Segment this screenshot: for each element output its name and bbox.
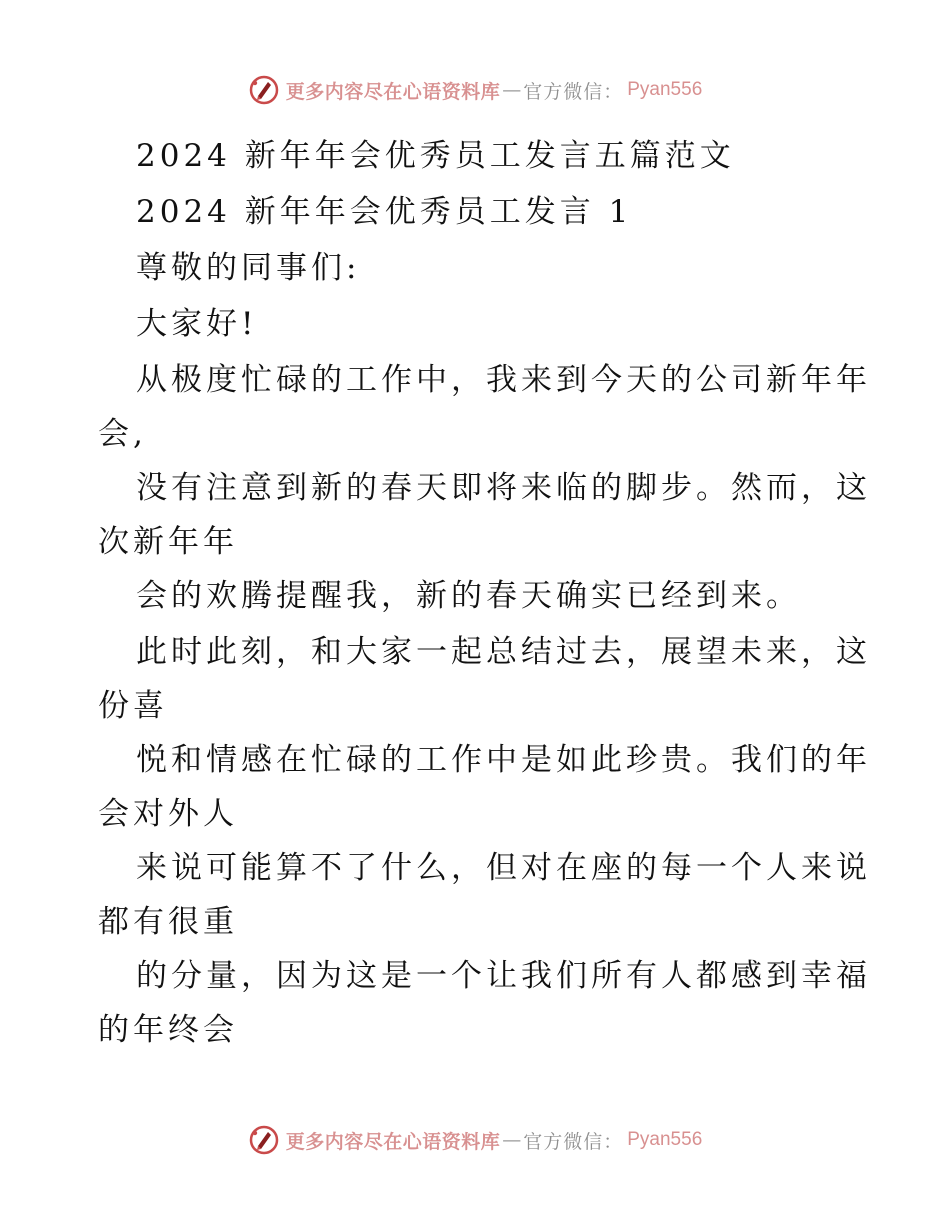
paragraph-line: 会对外人 — [98, 796, 238, 832]
paragraph-line: 份喜 — [98, 688, 168, 724]
paragraph-line: 此时此刻，和大家一起总结过去，展望未来，这 — [136, 634, 871, 670]
paragraph-line: 悦和情感在忙碌的工作中是如此珍贵。我们的年 — [136, 742, 871, 778]
greeting: 大家好! — [136, 306, 258, 342]
wechat-id: Pyan556 — [627, 79, 703, 100]
document-body — [98, 128, 871, 1056]
paragraph-line: 的年终会 — [98, 1012, 238, 1048]
footer-banner — [0, 1120, 950, 1160]
salutation: 尊敬的同事们: — [136, 250, 361, 286]
header-banner — [0, 70, 950, 110]
header-banner-content — [248, 74, 703, 106]
site-text: 更多内容尽在心语资料库 — [285, 80, 501, 103]
site-text: 更多内容尽在心语资料库 — [285, 1130, 501, 1153]
section-heading: 2024 新年年会优秀员工发言 1 — [136, 194, 633, 230]
banner-dash: — — [502, 79, 522, 101]
wechat-label: 官方微信： — [523, 80, 624, 103]
paragraph-line: 来说可能算不了什么，但对在座的每一个人来说 — [136, 850, 871, 886]
paragraph-line: 从极度忙碌的工作中，我来到今天的公司新年年 — [136, 362, 871, 398]
paragraph-line: 次新年年 — [98, 524, 238, 560]
paragraph-line: 都有很重 — [98, 904, 238, 940]
paragraph-line: 会的欢腾提醒我，新的春天确实已经到来。 — [136, 578, 801, 614]
wechat-label: 官方微信： — [523, 1130, 624, 1153]
wechat-id: Pyan556 — [627, 1129, 703, 1150]
footer-banner-content — [248, 1124, 703, 1156]
document-title: 2024 新年年会优秀员工发言五篇范文 — [136, 138, 735, 174]
pen-logo-icon — [248, 1124, 280, 1156]
paragraph-line: 会, — [98, 416, 147, 452]
banner-dash: — — [502, 1129, 522, 1151]
paragraph-line: 没有注意到新的春天即将来临的脚步。然而，这 — [136, 470, 871, 506]
pen-logo-icon — [248, 74, 280, 106]
paragraph-line: 的分量，因为这是一个让我们所有人都感到幸福 — [136, 958, 871, 994]
